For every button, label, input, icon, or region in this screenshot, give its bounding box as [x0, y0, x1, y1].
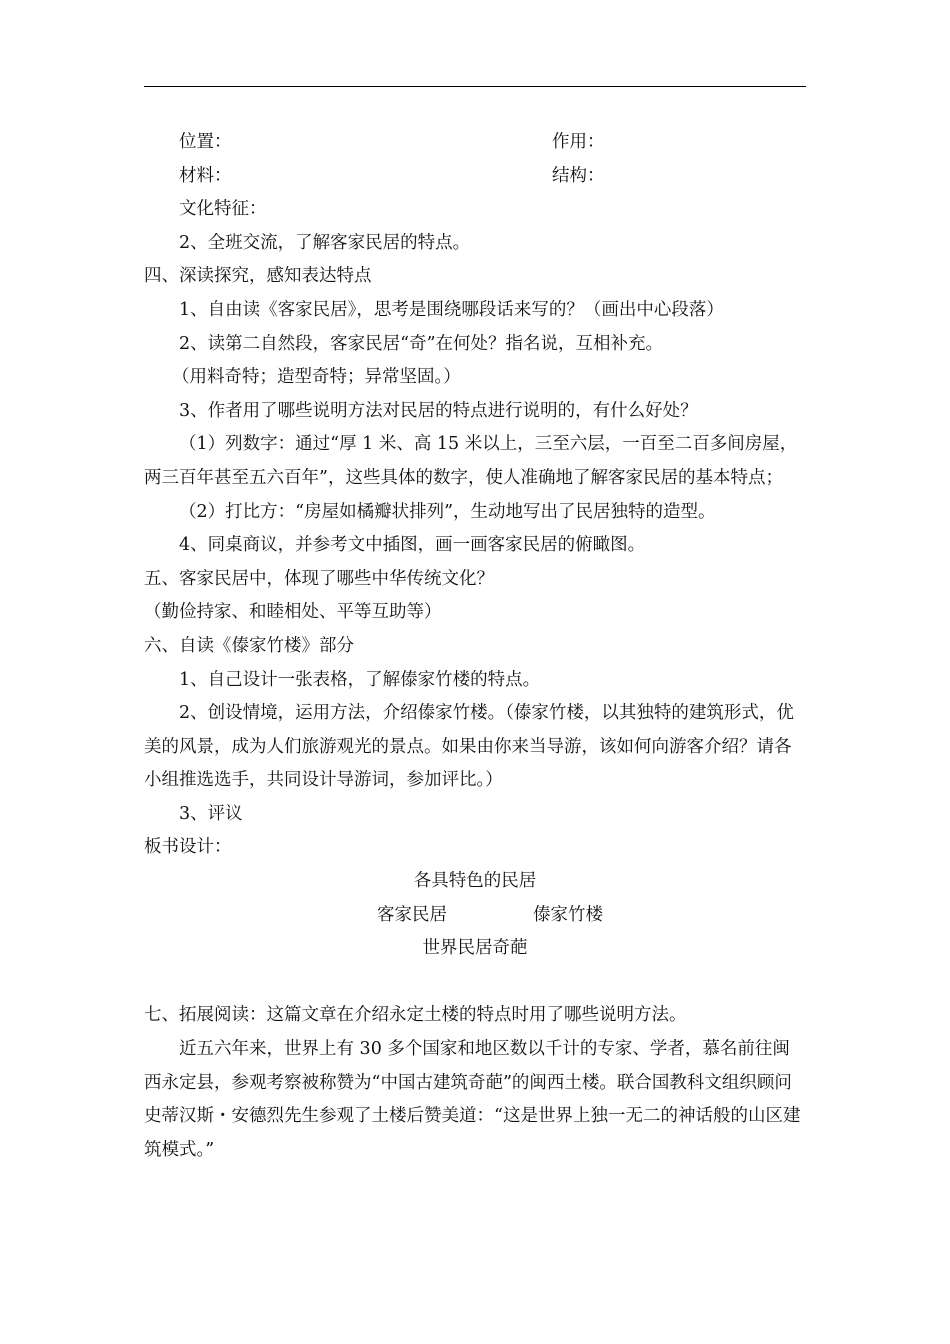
line-answer-features: （用料奇特；造型奇特；异常坚固。） [172, 367, 461, 388]
spacer [144, 966, 806, 1000]
line-free-read: 1、自由读《客家民居》，思考是围绕哪段话来写的？（画出中心段落） [179, 299, 724, 320]
fields-row-2 [144, 160, 806, 194]
section-heading-6: 六、自读《傣家竹楼》部分 [144, 635, 354, 656]
field-culture: 文化特征： [179, 199, 267, 220]
fields-row-1 [144, 126, 806, 160]
field-function: 作用： [552, 132, 605, 152]
line-culture-answer: （勤俭持家、和睦相处、平等互助等） [144, 602, 442, 623]
field-material: 材料： [179, 165, 232, 186]
board-row [144, 899, 806, 933]
header-rule [144, 86, 806, 87]
line-draw-bird-view: 4、同桌商议，并参考文中插图，画一画客家民居的俯瞰图。 [179, 535, 646, 556]
line-class-exchange: 2、全班交流，了解客家民居的特点。 [179, 232, 471, 253]
board-left: 客家民居 [377, 904, 447, 925]
board-design-label: 板书设计： [144, 837, 232, 858]
board-bottom: 世界民居奇葩 [422, 938, 528, 959]
extension-paragraph: 近五六年来，世界上有 30 多个国家和地区数以千计的专家、学者，慕名前往闽西永定县，参观考察被称赞为“中国古建筑奇葩”的闽西土楼。联合国教科文组织顾问史蒂汉斯・安德烈先生参观了土楼后赞美道：“这是世界上独一无二的神话般的山区建筑模式。” [144, 1039, 801, 1160]
field-structure: 结构： [552, 165, 605, 186]
board-right: 傣家竹楼 [533, 904, 603, 925]
section-heading-5: 五、客家民居中，体现了哪些中华传统文化？ [144, 568, 494, 589]
line-design-table: 1、自己设计一张表格，了解傣家竹楼的特点。 [179, 669, 541, 690]
paragraph-numbers: （1）列数字：通过“厚 1 米、高 15 米以上，三至六层，一百至二百多间房屋，两三百年甚至五六百年”，这些具体的数字，使人准确地了解客家民居的基本特点； [144, 434, 798, 488]
line-review: 3、评议 [179, 803, 243, 824]
paragraph-guide: 2、创设情境，运用方法，介绍傣家竹楼。（傣家竹楼，以其独特的建筑形式，优美的风景，成为人们旅游观光的景点。如果由你来当导游，该如何向游客介绍？请各小组推选选手，共同设计导游词，参加评比。） [144, 703, 794, 791]
line-metaphor: （2）打比方：“房屋如橘瓣状排列”，生动地写出了民居独特的造型。 [179, 501, 716, 522]
board-title: 各具特色的民居 [413, 871, 537, 892]
line-second-paragraph: 2、读第二自然段，客家民居“奇”在何处？指名说，互相补充。 [179, 333, 664, 354]
line-explanation-methods: 3、作者用了哪些说明方法对民居的特点进行说明的，有什么好处？ [179, 400, 698, 421]
field-position: 位置： [179, 132, 232, 152]
section-heading-4: 四、深读探究，感知表达特点 [144, 266, 372, 287]
extension-heading: 七、拓展阅读：这篇文章在介绍永定土楼的特点时用了哪些说明方法。 [144, 1005, 687, 1026]
document-body [144, 126, 806, 1167]
